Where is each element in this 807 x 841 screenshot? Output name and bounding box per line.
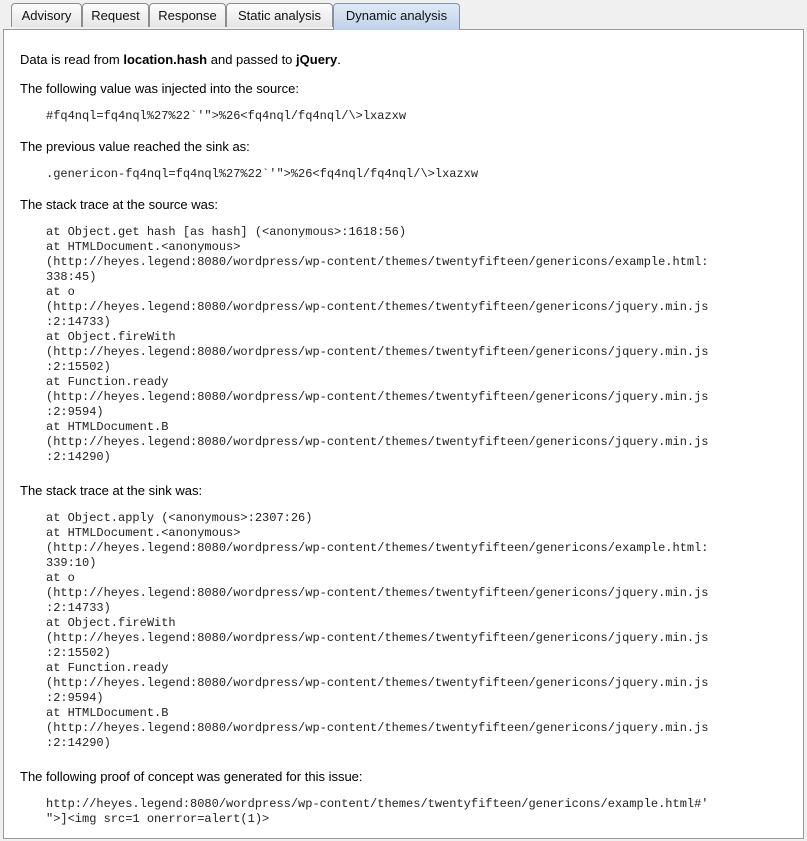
trace-line: :2:9594) xyxy=(46,405,104,419)
trace-line: (http://heyes.legend:8080/wordpress/wp-content/themes/twentyfifteen/genericons/jquery.min.js xyxy=(46,721,709,735)
intro-suffix: . xyxy=(337,52,341,67)
trace-line: (http://heyes.legend:8080/wordpress/wp-content/themes/twentyfifteen/genericons/jquery.min.js xyxy=(46,586,709,600)
intro-middle: and passed to xyxy=(207,52,297,67)
trace-line: at HTMLDocument.<anonymous> xyxy=(46,240,241,254)
trace-line: (http://heyes.legend:8080/wordpress/wp-content/themes/twentyfifteen/genericons/jquery.min.js xyxy=(46,631,709,645)
trace-line: 338:45) xyxy=(46,270,97,284)
trace-line: :2:15502) xyxy=(46,646,111,660)
tab-bar xyxy=(0,0,807,30)
tab-dynamic-analysis[interactable]: Dynamic analysis xyxy=(333,3,460,30)
trace-line: at Function.ready xyxy=(46,375,169,389)
trace-line: :2:9594) xyxy=(46,691,104,705)
trace-line: :2:14290) xyxy=(46,736,111,750)
trace-line: at HTMLDocument.<anonymous> xyxy=(46,526,241,540)
trace-line: at Object.apply (<anonymous>:2307:26) xyxy=(46,511,313,525)
trace-line: 339:10) xyxy=(46,556,97,570)
trace-line: :2:14733) xyxy=(46,315,111,329)
poc-line: http://heyes.legend:8080/wordpress/wp-content/themes/twentyfifteen/genericons/example.html#' xyxy=(46,797,709,811)
tab-request[interactable]: Request xyxy=(82,3,149,27)
source-name: location.hash xyxy=(123,52,208,67)
trace-line: (http://heyes.legend:8080/wordpress/wp-content/themes/twentyfifteen/genericons/jquery.min.js xyxy=(46,345,709,359)
trace-line: at o xyxy=(46,285,75,299)
sink-name: jQuery xyxy=(296,52,338,67)
tab-static-analysis[interactable]: Static analysis xyxy=(226,3,333,27)
trace-line: at Object.fireWith xyxy=(46,330,176,344)
trace-line: (http://heyes.legend:8080/wordpress/wp-content/themes/twentyfifteen/genericons/jquery.min.js xyxy=(46,390,709,404)
sink-trace xyxy=(20,511,793,751)
poc-line: ">]<img src=1 onerror=alert(1)> xyxy=(46,812,270,826)
tab-advisory[interactable]: Advisory xyxy=(11,3,82,27)
trace-line: (http://heyes.legend:8080/wordpress/wp-content/themes/twentyfifteen/genericons/example.html: xyxy=(46,541,709,555)
source-trace xyxy=(20,225,793,465)
reached-value: .genericon-fq4nql=fq4nql%27%22`'">%26<fq4nql/fq4nql/\>lxazxw xyxy=(46,167,479,181)
trace-line: (http://heyes.legend:8080/wordpress/wp-content/themes/twentyfifteen/genericons/jquery.min.js xyxy=(46,676,709,690)
intro-prefix: Data is read from xyxy=(20,52,124,67)
trace-line: :2:15502) xyxy=(46,360,111,374)
reached-heading: The previous value reached the sink as: xyxy=(20,139,250,154)
dynamic-analysis-content xyxy=(20,51,793,827)
trace-line: :2:14733) xyxy=(46,601,111,615)
trace-line: (http://heyes.legend:8080/wordpress/wp-content/themes/twentyfifteen/genericons/jquery.min.js xyxy=(46,435,709,449)
sink-trace-heading: The stack trace at the sink was: xyxy=(20,483,203,498)
trace-line: (http://heyes.legend:8080/wordpress/wp-content/themes/twentyfifteen/genericons/example.html: xyxy=(46,255,709,269)
injected-heading: The following value was injected into the source: xyxy=(20,81,299,96)
injected-value: #fq4nql=fq4nql%27%22`'">%26<fq4nql/fq4nql/\>lxazxw xyxy=(46,109,407,123)
poc-url xyxy=(20,797,793,827)
trace-line: (http://heyes.legend:8080/wordpress/wp-content/themes/twentyfifteen/genericons/jquery.min.js xyxy=(46,300,709,314)
trace-line: at Function.ready xyxy=(46,661,169,675)
poc-heading: The following proof of concept was generated for this issue: xyxy=(20,769,363,784)
trace-line: at Object.get hash [as hash] (<anonymous>:1618:56) xyxy=(46,225,407,239)
trace-line: at HTMLDocument.B xyxy=(46,420,169,434)
source-trace-heading: The stack trace at the source was: xyxy=(20,197,218,212)
trace-line: at o xyxy=(46,571,75,585)
trace-line: at Object.fireWith xyxy=(46,616,176,630)
trace-line: :2:14290) xyxy=(46,450,111,464)
dynamic-analysis-panel xyxy=(3,29,804,839)
intro-text xyxy=(20,51,793,69)
trace-line: at HTMLDocument.B xyxy=(46,706,169,720)
tab-response[interactable]: Response xyxy=(149,3,226,27)
